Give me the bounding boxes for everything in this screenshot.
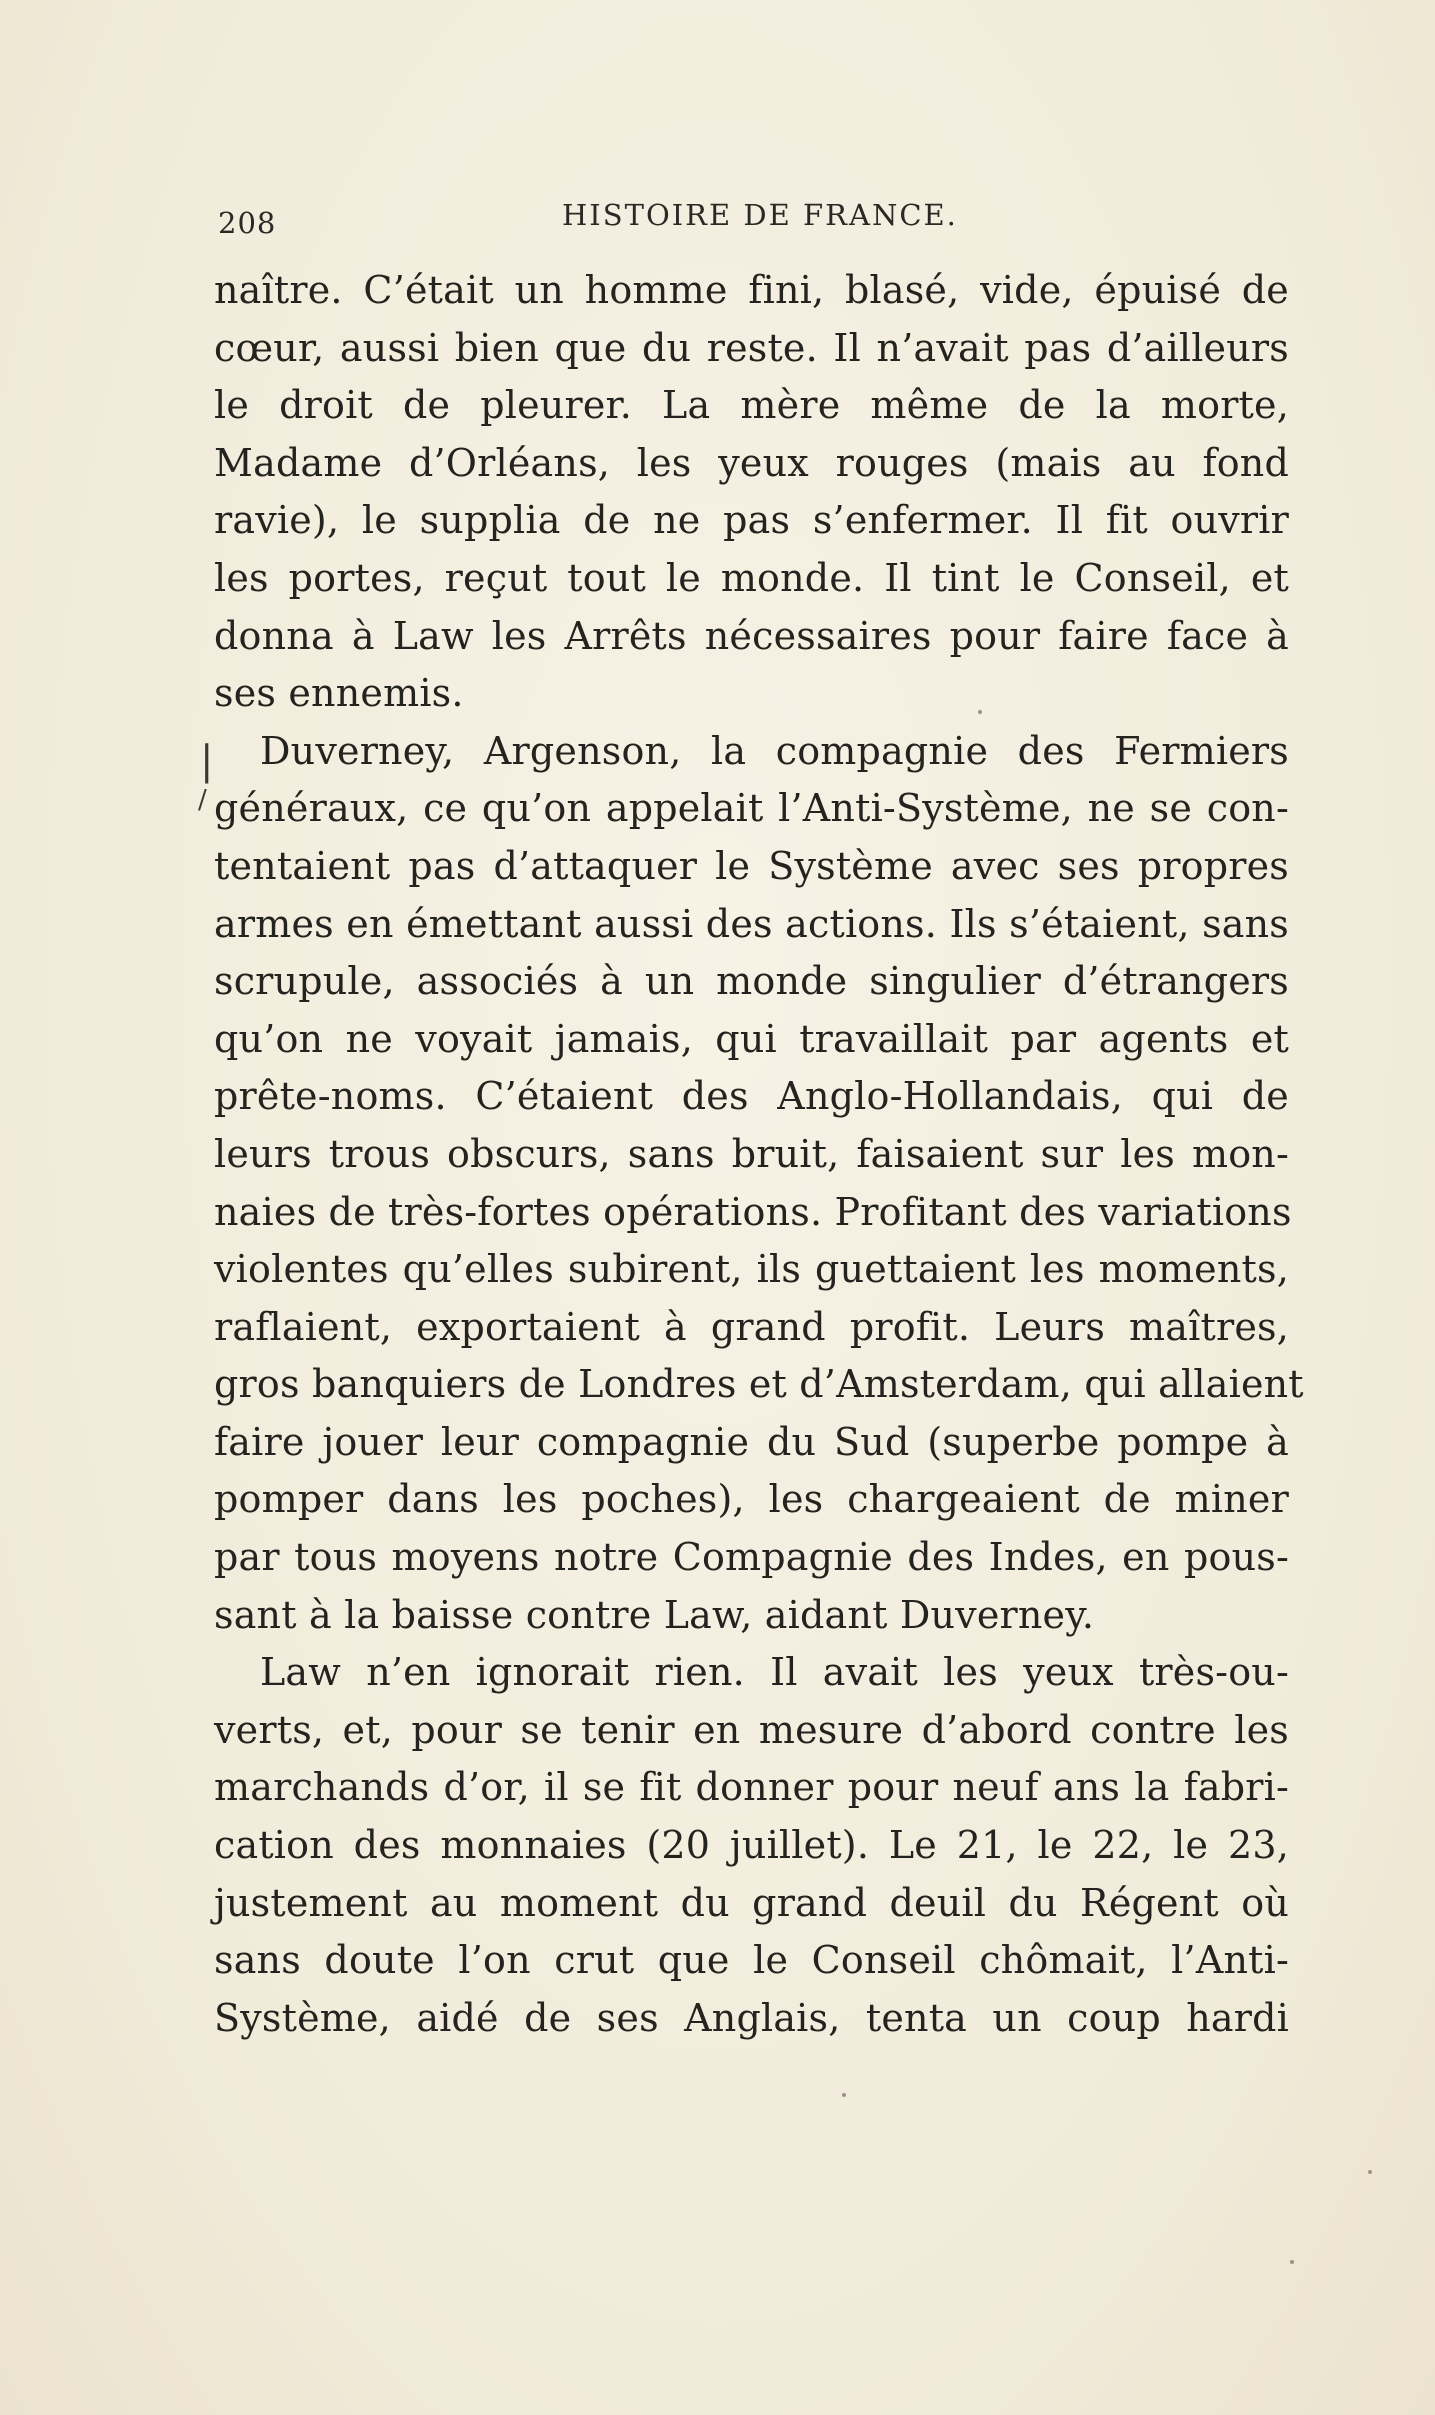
text-line: qu’on ne voyait jamais, qui travaillait par agents et (214, 1016, 1289, 1061)
text-line: violentes qu’elles subirent, ils guettaient les moments, (214, 1247, 1289, 1292)
text-line: sant à la baisse contre Law, aidant Duverney. (214, 1592, 1095, 1637)
text-line: prête-noms. C’étaient des Anglo-Hollandais, qui de (214, 1074, 1289, 1119)
text-line: gros banquiers de Londres et d’Amsterdam, qui allaient (214, 1362, 1304, 1407)
text-line: verts, et, pour se tenir en mesure d’abord contre les (214, 1707, 1289, 1752)
text-line: faire jouer leur compagnie du Sud (superbe pompe à (214, 1419, 1289, 1464)
text-line: Madame d’Orléans, les yeux rouges (mais au fond (214, 440, 1289, 485)
margin-pencil-mark: | (200, 738, 214, 784)
text-line: raflaient, exportaient à grand profit. Leurs maîtres, (214, 1304, 1289, 1349)
paper-speck (1368, 2170, 1372, 2174)
text-line: armes en émettant aussi des actions. Ils s’étaient, sans (214, 901, 1289, 946)
text-line: Système, aidé de ses Anglais, tenta un coup hardi (214, 1995, 1289, 2040)
text-line: le droit de pleurer. La mère même de la morte, (214, 383, 1289, 428)
text-line: leurs trous obscurs, sans bruit, faisaient sur les mon- (214, 1131, 1289, 1176)
text-line: sans doute l’on crut que le Conseil chômait, l’Anti- (214, 1938, 1289, 1983)
page-header (218, 198, 1288, 248)
text-line: naître. C’était un homme fini, blasé, vide, épuisé de (214, 268, 1289, 312)
text-line: les portes, reçut tout le monde. Il tint le Conseil, et (214, 555, 1289, 600)
text-line: marchands d’or, il se fit donner pour neuf ans la fabri- (214, 1765, 1289, 1810)
text-line: par tous moyens notre Compagnie des Indes, en pous- (214, 1535, 1289, 1580)
text-line: cation des monnaies (20 juillet). Le 21, le 22, le 23, (214, 1823, 1289, 1868)
text-line: donna à Law les Arrêts nécessaires pour faire face à (214, 613, 1289, 658)
text-line: naies de très-fortes opérations. Profitant des variations (214, 1189, 1292, 1234)
text-line: cœur, aussi bien que du reste. Il n’avait pas d’ailleurs (214, 325, 1289, 370)
text-line: justement au moment du grand deuil du Régent où (214, 1880, 1289, 1925)
text-line: ravie), le supplia de ne pas s’enfermer. Il fit ouvrir (214, 498, 1289, 543)
text-line: ses ennemis. (214, 671, 464, 716)
text-line: tentaient pas d’attaquer le Système avec ses propres (214, 843, 1289, 888)
body-text (214, 262, 1304, 2047)
text-line: pomper dans les poches), les chargeaient de miner (214, 1477, 1289, 1522)
text-line: généraux, ce qu’on appelait l’Anti-Système, ne se con- (214, 786, 1289, 831)
paper-speck (978, 710, 982, 714)
paragraph-start-line: Law n’en ignorait rien. Il avait les yeux très-ou- (260, 1650, 1289, 1695)
page-number: 208 (218, 206, 277, 240)
paper-speck (1290, 2260, 1294, 2264)
paper-speck (842, 2093, 846, 2097)
paragraph-start-line: Duverney, Argenson, la compagnie des Fermiers (260, 728, 1289, 773)
margin-pencil-mark: / (198, 785, 207, 815)
running-title: HISTOIRE DE FRANCE. (562, 198, 958, 232)
text-line: scrupule, associés à un monde singulier d’étrangers (214, 959, 1289, 1004)
